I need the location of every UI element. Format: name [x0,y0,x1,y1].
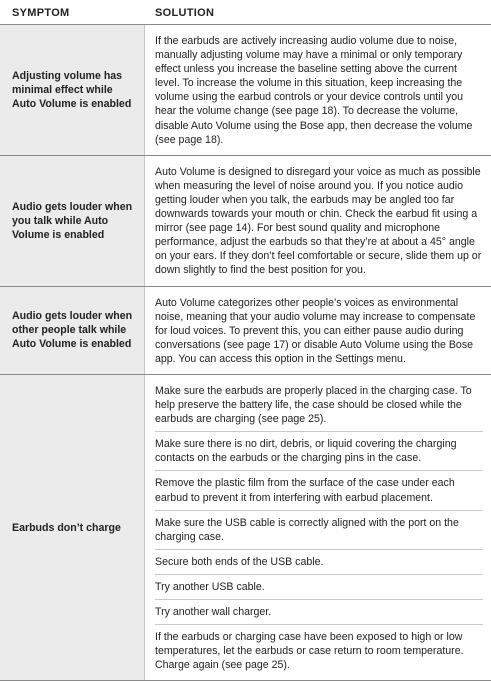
solution-paragraph: If the earbuds or charging case have been exposed to high or low temperatures, let the earbuds or case return to room temperature. Charge again (see page 25). [155,624,483,672]
solution-paragraph: Remove the plastic film from the surface of the case under each earbud to prevent it from interfering with earbud placement. [155,470,483,504]
symptom-cell: Earbuds don’t charge [0,375,145,680]
solution-cell [145,25,491,155]
solution-paragraph: Make sure the USB cable is correctly aligned with the port on the charging case. [155,510,483,544]
solution-paragraph: Try another USB cable. [155,574,483,594]
solution-paragraph: Make sure the earbuds are properly placed in the charging case. To help preserve the battery life, the case should be closed while the earbuds are charging (see page 25). [155,384,472,426]
symptom-cell: Audio gets louder when other people talk while Auto Volume is enabled [0,287,145,374]
solution-paragraph: If the earbuds are actively increasing audio volume due to noise, manually adjusting volume may have a minimal or only temporary effect unless you increase the baseline setting above the current level. To increase the volume in this situation, keep increasing the volume using the earbud controls or your device controls until you hear the volume change (see page 18). To decrease the volume, disable Auto Volume using the Bose app, then decrease the volume (see page 18). [155,35,473,146]
table-row [0,156,491,287]
symptom-cell: Audio gets louder when you talk while Auto Volume is enabled [0,156,145,286]
table-row [0,25,491,156]
solution-paragraph: Auto Volume is designed to disregard your voice as much as possible when measuring the level of noise around you. If you notice audio getting louder when you talk, the earbuds may be angled too far downwards towards your mouth or chin. Check the earbud fit using a mirror (see page 14). For best sound quality and microphone performance, adjust the earbuds so that they’re at about a 45° angle on your ears. If they don’t feel comfortable or secure, slide them up or down slightly to find the best position for you. [155,165,482,277]
table-row [0,375,491,681]
table-row [0,287,491,375]
solution-cell [145,375,491,680]
symptom-column-header: SYMPTOM [12,7,70,19]
table-header [0,0,491,25]
solution-paragraph: Try another wall charger. [155,599,483,619]
solution-paragraph: Make sure there is no dirt, debris, or liquid covering the charging contacts on the earbuds or the charging pins in the case. [155,431,483,465]
solution-cell [145,287,491,374]
solution-paragraph: Auto Volume categorizes other people’s voices as environmental noise, meaning that your audio volume may increase to compensate for loud voices. To prevent this, you can either pause audio during conversations (see page 17) or disable Auto Volume using the Bose app. You can access this option in the Settings menu. [155,296,476,365]
symptom-cell: Adjusting volume has minimal effect while Auto Volume is enabled [0,25,145,155]
solution-cell [145,156,491,286]
solution-column-header: SOLUTION [155,7,215,19]
solution-paragraph: Secure both ends of the USB cable. [155,549,483,569]
